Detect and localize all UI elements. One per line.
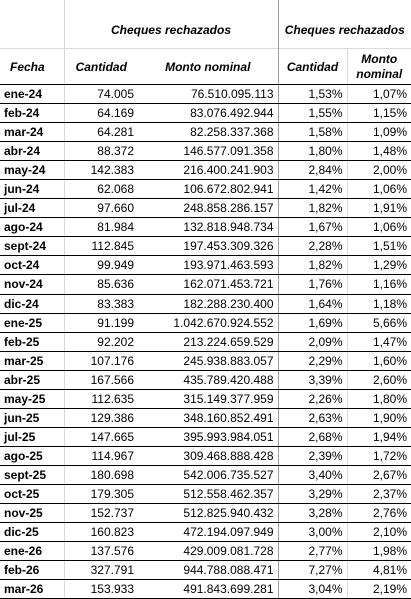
cell-fecha: mar-26 (0, 580, 64, 599)
cell-monto-nominal-pct: 2,76% (347, 504, 411, 523)
table-row (0, 199, 411, 218)
cell-cantidad: 92.202 (64, 332, 138, 351)
cell-fecha: abr-24 (0, 142, 64, 161)
cell-cantidad: 160.823 (64, 523, 138, 542)
cell-cantidad-pct: 1,64% (278, 294, 347, 313)
cell-cantidad: 97.660 (64, 199, 138, 218)
header-cantidad: Cantidad (64, 49, 138, 85)
header-monto-nominal: Monto nominal (138, 49, 278, 85)
cell-monto-nominal-pct: 2,67% (347, 465, 411, 484)
table-row (0, 580, 411, 599)
cell-monto-nominal-pct: 1,98% (347, 542, 411, 561)
cell-fecha: dic-24 (0, 294, 64, 313)
cell-cantidad-pct: 1,58% (278, 123, 347, 142)
table-row (0, 161, 411, 180)
cell-fecha: ago-25 (0, 446, 64, 465)
cell-monto-nominal: 348.160.852.491 (138, 408, 278, 427)
cell-cantidad-pct: 1,67% (278, 218, 347, 237)
cell-cantidad: 179.305 (64, 484, 138, 503)
table-row (0, 313, 411, 332)
cell-cantidad-pct: 1,53% (278, 85, 347, 104)
cell-cantidad: 112.635 (64, 389, 138, 408)
cell-cantidad: 112.845 (64, 237, 138, 256)
cell-monto-nominal: 106.672.802.941 (138, 180, 278, 199)
cell-monto-nominal: 315.149.377.959 (138, 389, 278, 408)
cell-monto-nominal: 82.258.337.368 (138, 123, 278, 142)
cell-fecha: nov-24 (0, 275, 64, 294)
cell-monto-nominal-pct: 1,16% (347, 275, 411, 294)
cell-cantidad: 167.566 (64, 370, 138, 389)
cell-cantidad: 64.169 (64, 104, 138, 123)
cell-monto-nominal: 216.400.241.903 (138, 161, 278, 180)
cell-cantidad-pct: 1,80% (278, 142, 347, 161)
cell-cantidad: 107.176 (64, 351, 138, 370)
cell-cantidad: 99.949 (64, 256, 138, 275)
cell-monto-nominal-pct: 1,15% (347, 104, 411, 123)
cell-fecha: ene-25 (0, 313, 64, 332)
group-header-row (0, 11, 411, 49)
cell-monto-nominal-pct: 2,00% (347, 161, 411, 180)
cell-fecha: feb-25 (0, 332, 64, 351)
cell-cantidad: 88.372 (64, 142, 138, 161)
cell-monto-nominal: 542.006.735.527 (138, 465, 278, 484)
table-row (0, 332, 411, 351)
cell-fecha: ago-24 (0, 218, 64, 237)
table-row (0, 104, 411, 123)
table-row (0, 389, 411, 408)
cell-cantidad-pct: 2,26% (278, 389, 347, 408)
cell-cantidad-pct: 2,39% (278, 446, 347, 465)
cell-fecha: dic-25 (0, 523, 64, 542)
cell-cantidad-pct: 3,28% (278, 504, 347, 523)
table-row (0, 408, 411, 427)
cell-monto-nominal-pct: 1,48% (347, 142, 411, 161)
cell-cantidad-pct: 1,55% (278, 104, 347, 123)
cell-monto-nominal-pct: 1,60% (347, 351, 411, 370)
cell-fecha: oct-25 (0, 484, 64, 503)
cell-monto-nominal: 395.993.984.051 (138, 427, 278, 446)
cell-cantidad-pct: 1,69% (278, 313, 347, 332)
cell-fecha: may-24 (0, 161, 64, 180)
cell-monto-nominal: 309.468.888.428 (138, 446, 278, 465)
cell-cantidad: 62.068 (64, 180, 138, 199)
cell-monto-nominal-pct: 5,66% (347, 313, 411, 332)
cell-fecha: jun-24 (0, 180, 64, 199)
cell-fecha: abr-25 (0, 370, 64, 389)
cell-monto-nominal-pct: 1,09% (347, 123, 411, 142)
cell-monto-nominal: 1.042.670.924.552 (138, 313, 278, 332)
cell-monto-nominal: 162.071.453.721 (138, 275, 278, 294)
header-fecha: Fecha (0, 49, 64, 85)
table-row (0, 351, 411, 370)
cell-cantidad: 152.737 (64, 504, 138, 523)
cell-fecha: oct-24 (0, 256, 64, 275)
cell-cantidad: 81.984 (64, 218, 138, 237)
cell-monto-nominal-pct: 2,60% (347, 370, 411, 389)
cell-monto-nominal-pct: 2,10% (347, 523, 411, 542)
cell-cantidad-pct: 3,39% (278, 370, 347, 389)
cell-cantidad-pct: 1,82% (278, 199, 347, 218)
cell-monto-nominal-pct: 1,94% (347, 427, 411, 446)
table-row (0, 446, 411, 465)
cell-cantidad-pct: 3,04% (278, 580, 347, 599)
cell-fecha: jun-25 (0, 408, 64, 427)
table-row (0, 561, 411, 580)
cell-monto-nominal: 472.194.097.949 (138, 523, 278, 542)
cell-monto-nominal: 182.288.230.400 (138, 294, 278, 313)
cell-monto-nominal-pct: 1,80% (347, 389, 411, 408)
cell-cantidad-pct: 2,84% (278, 161, 347, 180)
cell-monto-nominal: 944.788.088.471 (138, 561, 278, 580)
table-row (0, 504, 411, 523)
cell-monto-nominal: 245.938.883.057 (138, 351, 278, 370)
header-monto-line1: Monto (361, 51, 398, 66)
cell-monto-nominal-pct: 1,90% (347, 408, 411, 427)
cell-fecha: feb-24 (0, 104, 64, 123)
cell-fecha: jul-25 (0, 427, 64, 446)
cell-monto-nominal-pct: 1,29% (347, 256, 411, 275)
cell-cantidad-pct: 7,27% (278, 561, 347, 580)
cell-fecha: sept-25 (0, 465, 64, 484)
table-row (0, 180, 411, 199)
cell-cantidad: 83.383 (64, 294, 138, 313)
cell-monto-nominal: 512.558.462.357 (138, 484, 278, 503)
cell-cantidad: 147.665 (64, 427, 138, 446)
cell-fecha: mar-25 (0, 351, 64, 370)
header-cantidad-pct: Cantidad (278, 49, 347, 85)
cell-cantidad: 129.386 (64, 408, 138, 427)
cell-fecha: ene-24 (0, 85, 64, 104)
cell-monto-nominal: 491.843.699.281 (138, 580, 278, 599)
cell-cantidad-pct: 1,76% (278, 275, 347, 294)
table-row (0, 542, 411, 561)
cell-cantidad: 74.005 (64, 85, 138, 104)
table-row (0, 85, 411, 104)
table-row (0, 484, 411, 503)
cell-monto-nominal-pct: 2,37% (347, 484, 411, 503)
cell-monto-nominal: 248.858.286.157 (138, 199, 278, 218)
table-row (0, 237, 411, 256)
cell-cantidad: 85.636 (64, 275, 138, 294)
group-header-amounts: Cheques rechazados (64, 11, 278, 49)
cell-cantidad-pct: 2,28% (278, 237, 347, 256)
cell-monto-nominal: 193.971.463.593 (138, 256, 278, 275)
cell-cantidad-pct: 3,29% (278, 484, 347, 503)
cell-monto-nominal: 435.789.420.488 (138, 370, 278, 389)
cell-fecha: may-25 (0, 389, 64, 408)
cell-monto-nominal-pct: 1,06% (347, 180, 411, 199)
cell-cantidad: 137.576 (64, 542, 138, 561)
table-row (0, 294, 411, 313)
cell-monto-nominal: 132.818.948.734 (138, 218, 278, 237)
cell-fecha: ene-26 (0, 542, 64, 561)
cell-monto-nominal-pct: 1,47% (347, 332, 411, 351)
cell-cantidad: 91.199 (64, 313, 138, 332)
table-row (0, 370, 411, 389)
blank-row (0, 0, 411, 11)
cell-cantidad-pct: 2,77% (278, 542, 347, 561)
cell-monto-nominal-pct: 1,91% (347, 199, 411, 218)
table-row (0, 123, 411, 142)
cell-cantidad: 153.933 (64, 580, 138, 599)
table-row (0, 275, 411, 294)
cell-cantidad-pct: 2,29% (278, 351, 347, 370)
table-row (0, 218, 411, 237)
column-header-row (0, 49, 411, 85)
cell-monto-nominal-pct: 4,81% (347, 561, 411, 580)
cell-monto-nominal: 512.825.940.432 (138, 504, 278, 523)
cell-monto-nominal: 197.453.309.326 (138, 237, 278, 256)
cell-fecha: jul-24 (0, 199, 64, 218)
cell-cantidad: 64.281 (64, 123, 138, 142)
cell-fecha: mar-24 (0, 123, 64, 142)
cell-monto-nominal-pct: 2,19% (347, 580, 411, 599)
group-header-percent: Cheques rechazados (278, 11, 411, 49)
table-row (0, 427, 411, 446)
table-row (0, 256, 411, 275)
cell-fecha: feb-26 (0, 561, 64, 580)
cell-monto-nominal-pct: 1,51% (347, 237, 411, 256)
cell-monto-nominal: 213.224.659.529 (138, 332, 278, 351)
cell-monto-nominal: 76.510.095.113 (138, 85, 278, 104)
cell-cantidad: 114.967 (64, 446, 138, 465)
cell-cantidad-pct: 1,42% (278, 180, 347, 199)
table-row (0, 465, 411, 484)
cell-cantidad-pct: 2,09% (278, 332, 347, 351)
cell-monto-nominal-pct: 1,18% (347, 294, 411, 313)
cell-monto-nominal: 146.577.091.358 (138, 142, 278, 161)
cell-cantidad: 180.698 (64, 465, 138, 484)
table-row (0, 523, 411, 542)
cell-cantidad-pct: 3,40% (278, 465, 347, 484)
cell-cantidad-pct: 2,63% (278, 408, 347, 427)
cell-monto-nominal: 83.076.492.944 (138, 104, 278, 123)
cell-monto-nominal-pct: 1,06% (347, 218, 411, 237)
cell-monto-nominal: 429.009.081.728 (138, 542, 278, 561)
cell-cantidad: 142.383 (64, 161, 138, 180)
header-monto-nominal-pct (347, 49, 411, 85)
cell-cantidad-pct: 1,82% (278, 256, 347, 275)
cell-cantidad: 327.791 (64, 561, 138, 580)
cell-cantidad-pct: 3,00% (278, 523, 347, 542)
cell-monto-nominal-pct: 1,72% (347, 446, 411, 465)
cell-monto-nominal-pct: 1,07% (347, 85, 411, 104)
cell-fecha: sept-24 (0, 237, 64, 256)
cell-fecha: nov-25 (0, 504, 64, 523)
cell-cantidad-pct: 2,68% (278, 427, 347, 446)
table-row (0, 142, 411, 161)
header-monto-line2: nominal (356, 66, 403, 81)
